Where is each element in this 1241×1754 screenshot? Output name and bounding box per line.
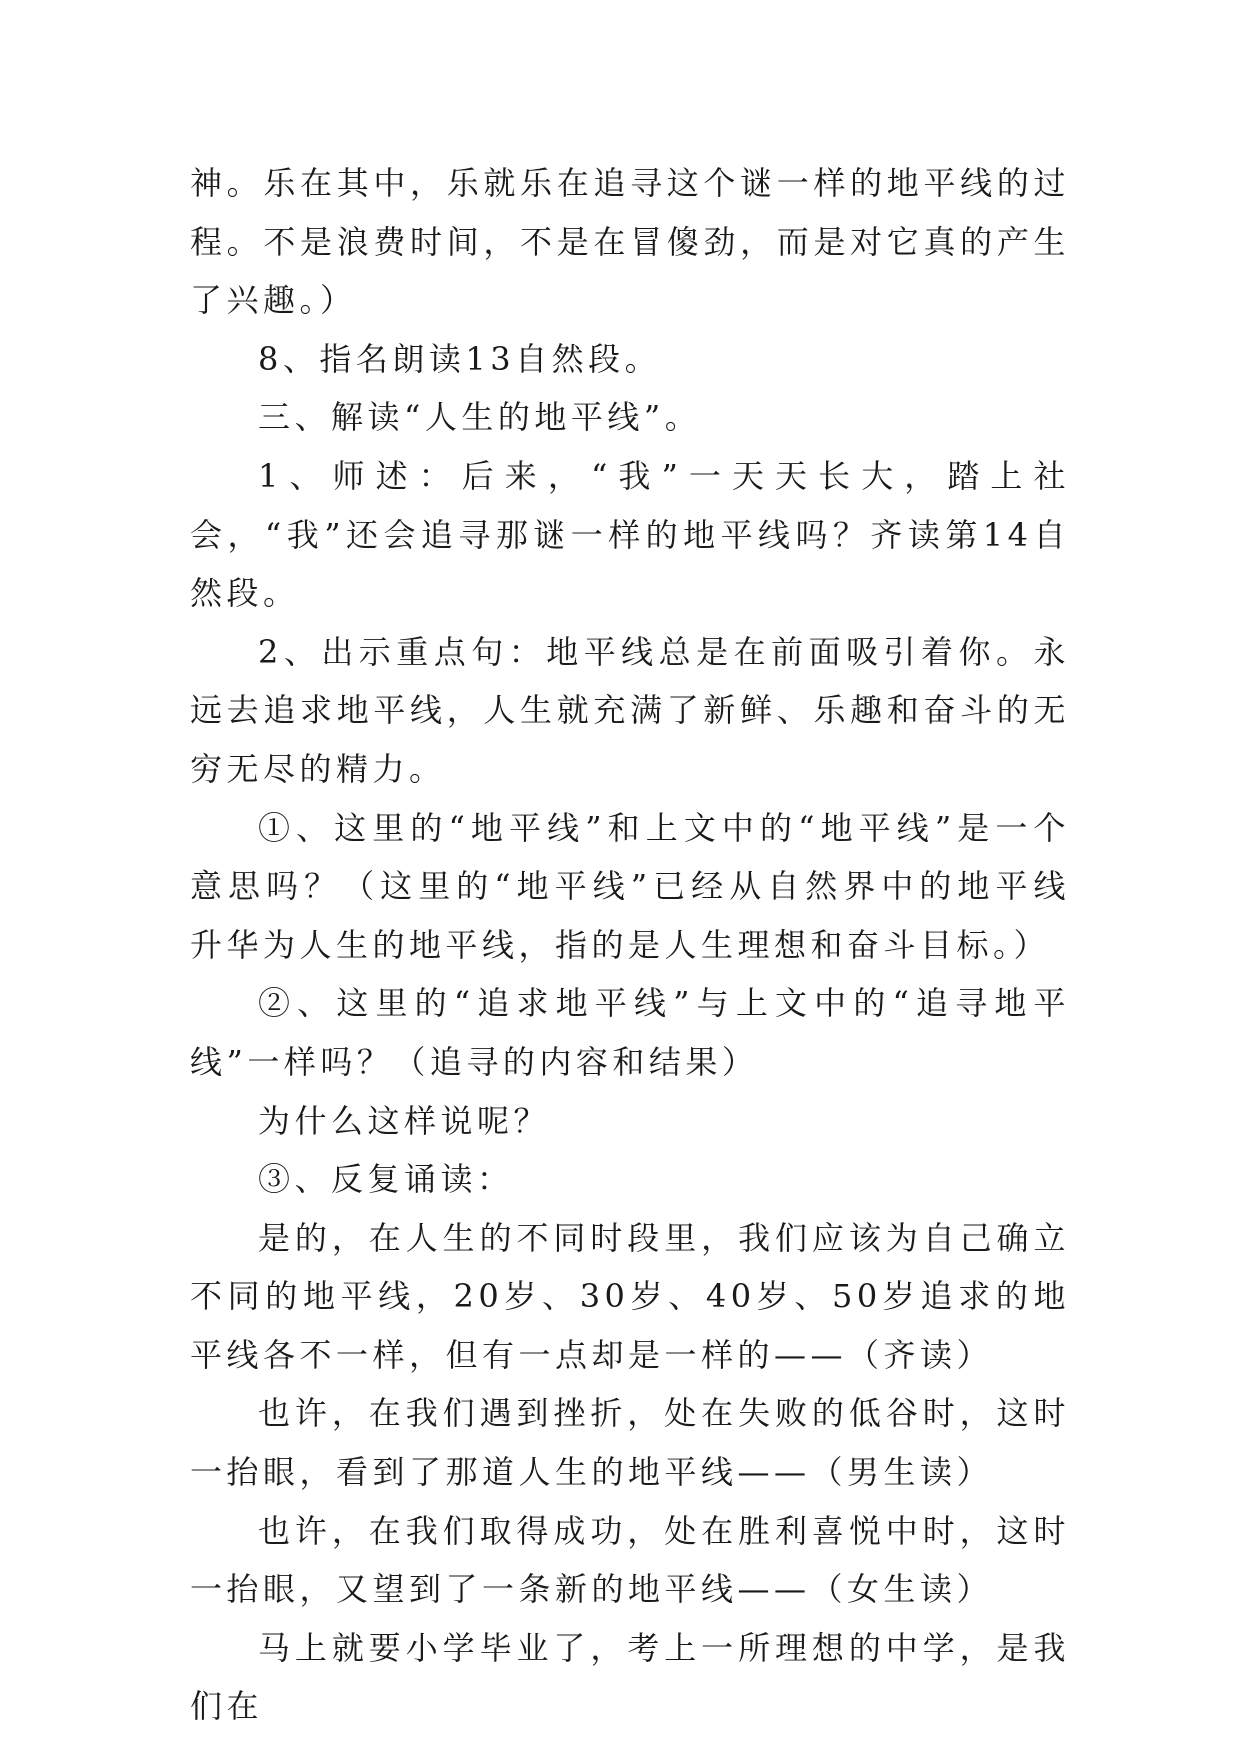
paragraph-step-8: 8、指名朗读13自然段。: [258, 339, 662, 378]
paragraph-why: 为什么这样说呢？: [258, 1101, 551, 1140]
paragraph-question-3: ③、反复诵读：: [258, 1160, 514, 1199]
paragraph-reading-boys: 也许，在我们遇到挫折，处在失败的低谷时，这时一抬眼，看到了那道人生的地平线——（男生读）: [190, 1394, 1070, 1492]
paragraph-reading-all: 是的，在人生的不同时段里，我们应该为自己确立不同的地平线，20岁、30岁、40岁、50岁追求的地平线各不一样，但有一点却是一样的——（齐读）: [190, 1218, 1070, 1374]
paragraph-question-1: ①、这里的“地平线”和上文中的“地平线”是一个意思吗？（这里的“地平线”已经从自然界中的地平线升华为人生的地平线，指的是人生理想和奋斗目标。）: [190, 808, 1070, 964]
section-heading-3: 三、解读“人生的地平线”。: [258, 398, 702, 437]
paragraph-graduation: 马上就要小学毕业了，考上一所理想的中学，是我们在: [190, 1628, 1070, 1726]
document-body: [190, 154, 1070, 1736]
paragraph-reading-girls: 也许，在我们取得成功，处在胜利喜悦中时，这时一抬眼，又望到了一条新的地平线——（女生读）: [190, 1511, 1070, 1609]
paragraph-step-1: 1、师述：后来，“我”一天天长大，踏上社会，“我”还会追寻那谜一样的地平线吗？齐读第14自然段。: [190, 456, 1070, 613]
paragraph-question-2: ②、这里的“追求地平线”与上文中的“追寻地平线”一样吗？（追寻的内容和结果）: [190, 984, 1070, 1081]
paragraph-continuation: 神。乐在其中，乐就乐在追寻这个谜一样的地平线的过程。不是浪费时间，不是在冒傻劲，而是对它真的产生了兴趣。）: [190, 164, 1070, 320]
paragraph-step-2: 2、出示重点句：地平线总是在前面吸引着你。永远去追求地平线，人生就充满了新鲜、乐趣和奋斗的无穷无尽的精力。: [190, 632, 1070, 788]
